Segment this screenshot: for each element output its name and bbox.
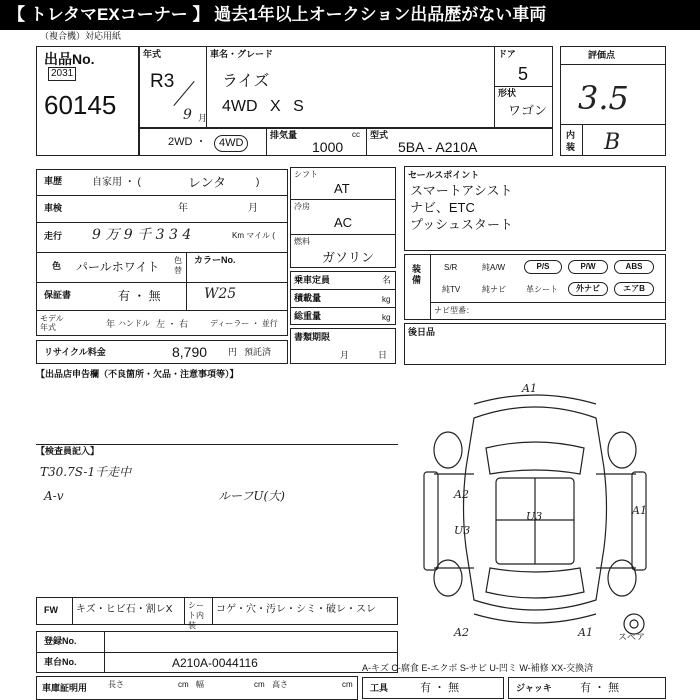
equip-leather: 革シート [526, 285, 558, 294]
displacement-label: 排気量 [270, 130, 298, 140]
cert-cm-unit: cm [342, 680, 353, 689]
recycle-amount: 8,790 [172, 344, 208, 360]
shift-value: AT [334, 181, 350, 196]
fuel-label: 燃料 [294, 237, 310, 246]
inspector-note: A-v [44, 489, 64, 503]
lot-label: 出品No. [44, 51, 95, 67]
gross-label: 総重量 [294, 311, 322, 321]
sales-point: ナビ、ETC [410, 200, 475, 215]
lot-code: 2031 [48, 67, 76, 81]
cert-label: 車庫証明用 [42, 683, 88, 693]
gross-unit: kg [382, 313, 391, 322]
displacement-value: 1000 [312, 139, 344, 155]
docs-label: 書類期限 [294, 332, 331, 342]
damage-mark: U3 [454, 524, 471, 537]
equip-abs-circled: ABS [614, 260, 654, 274]
mileage-unit: Km マイル ( [232, 231, 275, 240]
cert-length-label: 長さ [108, 680, 124, 689]
year-era: R3 [150, 71, 175, 92]
mileage-label: 走行 [44, 231, 63, 241]
inspection-label: 車検 [44, 203, 63, 213]
ac-label: 冷房 [294, 202, 310, 211]
chassis-label: 車台No. [44, 657, 77, 667]
damage-mark: U3 [526, 510, 543, 523]
interior-value: B [604, 130, 621, 155]
color-label: 色 [52, 261, 62, 271]
fw-items: キズ・ヒビ石・割レX [76, 604, 173, 615]
history-options: 自家用 ・ ( [92, 177, 141, 188]
load-label: 積載量 [294, 293, 322, 303]
color-value: パールホワイト [76, 260, 160, 274]
door-count: 5 [518, 64, 529, 84]
equipment-label: 装備 [412, 264, 422, 285]
drive-selected: 4WD [214, 135, 248, 152]
shift-label: シフト [294, 170, 318, 179]
history-label: 車歴 [44, 176, 63, 186]
docs-day: 日 [378, 350, 388, 360]
capacity-label: 乗車定員 [294, 275, 331, 285]
handle-label: ハンドル [118, 319, 150, 328]
equip-ext-navi-circled: 外ナビ [568, 282, 608, 296]
model-label: 車名・グレード [210, 49, 274, 59]
color-no-label: カラーNo. [194, 255, 236, 265]
history-close: ) [256, 177, 260, 188]
lot-number: 60145 [44, 90, 117, 120]
equip-navi: 純ナビ [482, 285, 506, 294]
damage-mark: A1 [578, 626, 593, 639]
month-value: 9 [183, 107, 192, 123]
recycle-note: 預託済 [244, 347, 272, 357]
recycle-unit: 円 [228, 347, 238, 357]
equip-sr: S/R [444, 263, 458, 272]
interior-label: 内装 [566, 130, 576, 152]
auction-banner: 【 トレタマEXコーナー 】 過去1年以上オークション出品歴がない車両 [0, 0, 700, 30]
cert-height-label: 高さ [272, 680, 288, 689]
drive-options: 2WD ・ [168, 136, 207, 148]
equip-ps-circled: P/S [524, 260, 562, 274]
tools-label: 工具 [370, 683, 389, 693]
sales-label: セールスポイント [408, 170, 480, 180]
cert-width-label: 幅 [196, 680, 204, 689]
seat-items: コゲ・穴・汚レ・シミ・破レ・スレ [216, 604, 376, 615]
type-value: 5BA - A210A [398, 139, 478, 155]
shape-label: 形状 [498, 88, 517, 98]
warranty-label: 保証書 [44, 290, 72, 300]
damage-mark: A1 [632, 504, 647, 517]
warranty-options: 有 ・ 無 [118, 289, 161, 303]
grade: 4WD X S [222, 98, 304, 115]
after-items-box [404, 323, 666, 365]
damage-mark: A1 [522, 382, 537, 395]
seller-notes-label: 【出品店申告欄（不良箇所・欠品・注意事項等）】 [36, 369, 239, 379]
handle-options: 左 ・ 右 [156, 319, 189, 329]
spare-label: スペア [618, 632, 646, 640]
form-subnote: （複合機）対応用紙 [40, 31, 122, 41]
capacity-unit: 名 [382, 275, 392, 285]
inspector-notes-label: 【検査員記入】 [36, 446, 100, 456]
model-year-unit: 年 [106, 319, 116, 329]
fw-label: FW [44, 605, 58, 615]
inspection-month-unit: 月 [248, 203, 258, 214]
color-change-label: 色替 [174, 256, 182, 275]
inspector-note: T30.7S-1千走中 [40, 465, 132, 479]
equip-alloy: 純A/W [482, 263, 506, 272]
equip-pw-circled: P/W [568, 260, 608, 274]
shape-value: ワゴン [508, 103, 548, 118]
jack-options: 有 ・ 無 [580, 682, 620, 694]
reg-label: 登録No. [44, 636, 77, 646]
displacement-unit: cc [352, 130, 360, 139]
sales-point: スマートアシスト [410, 183, 513, 198]
score-label: 評価点 [588, 50, 616, 60]
door-label: ドア [498, 49, 516, 59]
mileage-value: 9 万 9 千 3 3 4 [92, 227, 192, 243]
score-value: 3.5 [578, 79, 629, 117]
equip-tv: 純TV [442, 285, 461, 294]
chassis-number: A210A-0044116 [172, 656, 258, 670]
inspector-note: ルーフU(大) [218, 489, 285, 503]
tools-options: 有 ・ 無 [420, 682, 460, 694]
fuel-value: ガソリン [322, 250, 375, 265]
after-items-label: 後日品 [408, 327, 436, 337]
type-label: 型式 [370, 130, 389, 140]
damage-diagram [404, 378, 666, 640]
navi-model-label: ナビ型番： [434, 306, 474, 315]
equip-airbag-circled: エアB [614, 282, 654, 296]
damage-legend: A-キズ C-腐食 E-エクボ S-サビ U-凹ミ W-補修 XX-交換済 [362, 663, 594, 673]
year-label: 年式 [143, 49, 162, 59]
damage-mark: A2 [454, 626, 469, 639]
model-year-label: モデル年式 [40, 314, 64, 332]
color-no-value: W25 [204, 286, 237, 302]
cert-cm-unit: cm [178, 680, 189, 689]
seat-label: シート内装 [188, 601, 204, 630]
history-value: レンタ [188, 175, 227, 190]
month-unit: 月 [198, 113, 208, 123]
damage-mark: A2 [454, 488, 469, 501]
cert-cm-unit: cm [254, 680, 265, 689]
ac-value: AC [334, 215, 353, 230]
dealer-options: ディーラー ・ 並行 [210, 319, 278, 328]
jack-label: ジャッキ [516, 683, 552, 693]
inspection-year-unit: 年 [178, 203, 188, 214]
load-unit: kg [382, 295, 391, 304]
docs-unit: 月 [340, 350, 350, 360]
sales-point: プッシュスタート [410, 217, 513, 232]
model-name: ライズ [222, 73, 270, 90]
recycle-label: リサイクル料金 [44, 347, 106, 357]
